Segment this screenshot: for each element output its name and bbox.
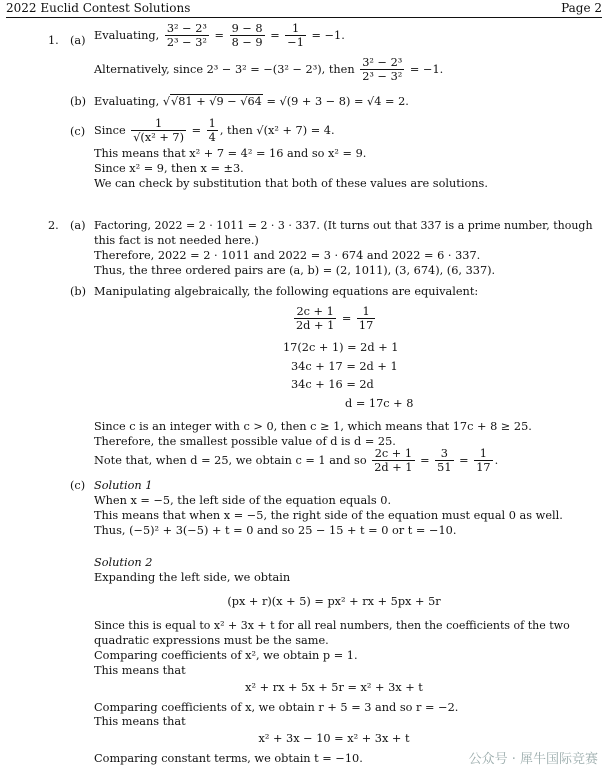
part-2c-line4: Expanding the left side, we obtain [94,571,291,584]
part-1a-label: (a) [70,34,86,47]
fraction: $\frac{1}{\text{√(x² + 7)}}$ [133,117,184,144]
part-1c-line4: We can check by substitution that both of these values are solutions. [94,177,488,190]
part-2b-eq4: 34c + 16 = 2d [291,378,374,391]
part-2c-line6: quadratic expressions must be the same. [94,634,329,647]
fraction: $\frac{\text{3² − 2³}}{\text{2³ − 3²}}$ [166,22,207,49]
fraction: $\frac{\text{3² − 2³}}{\text{2³ − 3²}}$ [362,56,403,83]
part-2b-line2: Since c is an integer with c > 0, then c ≥ 1, which means that 17c + 8 ≥ 25. [94,420,532,433]
fraction: $\frac{1}{17}$ [358,305,374,332]
solution-1-heading: Solution 1 [94,479,153,492]
problem-2-number: 2. [48,219,59,232]
part-2c-label: (c) [70,479,86,492]
part-2b-line4: Note that, when d = 25, we obtain c = 1 and so $\frac{2c + 1}{2d + 1}$ = $\frac{3}{51}$ = $\frac{1}{17}$ . [94,447,499,474]
fraction: $\frac{3}{51}$ [437,447,452,474]
part-1b-line: Evaluating, √√81 + √9 − √64 = √(9 + 3 − 8) = √4 = 2. [94,95,409,108]
part-1a-line1: Evaluating, $\frac{\text{3² − 2³}}{\text{2³ − 3²}}$ = $\frac{9 - 8}{8 - 9}$ = $\frac{1}{-1}$ = −1. [94,22,345,49]
part-2b-eq5: d = 17c + 8 [345,397,414,410]
watermark: 公众号 · 犀牛国际竞赛 [468,752,598,767]
part-1c-line3: Since x² = 9, then x = ±3. [94,162,244,175]
problem-1-number: 1. [48,34,59,47]
part-2a-line4: Thus, the three ordered pairs are (a, b) = (2, 1011), (3, 674), (6, 337). [94,264,496,277]
part-2b-line1: Manipulating algebraically, the following equations are equivalent: [94,285,479,298]
header-title: 2022 Euclid Contest Solutions [6,1,191,15]
part-2c-line10: This means that [94,715,186,728]
part-2b-line3: Therefore, the smallest possible value of d is d = 25. [94,435,396,448]
fraction: $\frac{1}{-1}$ [287,22,304,49]
part-1b-label: (b) [70,95,87,108]
part-1a-line2: Alternatively, since 2³ − 3² = −(3² − 2³), then $\frac{\text{3² − 2³}}{\text{2³ − 3²}}$ = −1. [94,56,444,83]
fraction: $\frac{9 - 8}{8 - 9}$ [231,22,263,49]
solution-2-heading: Solution 2 [94,556,153,569]
part-2a-line1: Factoring, 2022 = 2 · 1011 = 2 · 3 · 337. (It turns out that 337 is a prime number, though [94,219,593,232]
fraction: $\frac{1}{17}$ [476,447,491,474]
page-header [6,0,602,18]
part-2c-eq3: x² + 3x − 10 = x² + 3x + t [258,732,410,745]
part-2c-line8: This means that [94,664,186,677]
part-2c-line3: Thus, (−5)² + 3(−5) + t = 0 and so 25 − 15 + t = 0 or t = −10. [94,524,457,537]
part-1c-label: (c) [70,125,86,138]
fraction: $\frac{2c + 1}{2d + 1}$ [296,305,335,332]
part-2b-eq1: $\frac{2c + 1}{2d + 1}$ = $\frac{1}{17}$ [296,305,374,332]
part-2c-line7: Comparing coefficients of x², we obtain p = 1. [94,649,358,662]
part-2c-eq1: (px + r)(x + 5) = px² + rx + 5px + 5r [227,595,441,608]
part-2b-label: (b) [70,285,87,298]
part-2c-line11: Comparing constant terms, we obtain t = −10. [94,752,363,765]
part-1c-line1: Since $\frac{1}{\text{√(x² + 7)}}$ = $\frac{1}{4}$ , then √(x² + 7) = 4. [94,117,335,144]
part-2a-line3: Therefore, 2022 = 2 · 1011 and 2022 = 3 · 674 and 2022 = 6 · 337. [94,249,481,262]
header-page: Page 2 [561,1,602,15]
fraction: $\frac{2c + 1}{2d + 1}$ [374,447,413,474]
part-1c-line2: This means that x² + 7 = 4² = 16 and so x² = 9. [94,147,367,160]
part-2c-line2: This means that when x = −5, the right side of the equation must equal 0 as well. [94,509,563,522]
part-2c-eq2: x² + rx + 5x + 5r = x² + 3x + t [245,681,423,694]
part-2c-line5: Since this is equal to x² + 3x + t for all real numbers, then the coefficients of the two [94,619,570,632]
part-2b-eq3: 34c + 17 = 2d + 1 [291,360,398,373]
part-2c-line1: When x = −5, the left side of the equation equals 0. [94,494,392,507]
fraction: $\frac{1}{4}$ [208,117,216,144]
part-2b-eq2: 17(2c + 1) = 2d + 1 [283,341,399,354]
part-2c-line9: Comparing coefficients of x, we obtain r + 5 = 3 and so r = −2. [94,701,459,714]
part-2a-label: (a) [70,219,86,232]
part-2a-line2: this fact is not needed here.) [94,234,259,247]
